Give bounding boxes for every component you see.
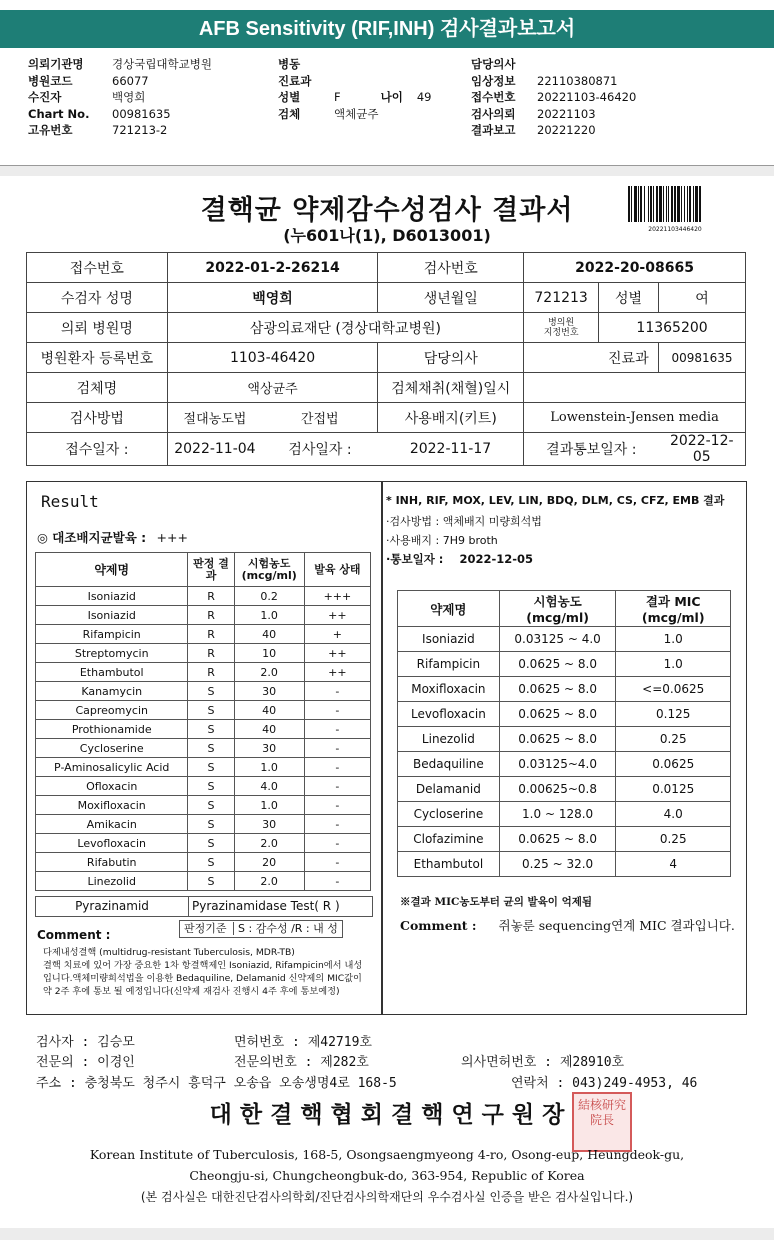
- drug-result: S: [188, 815, 234, 834]
- reception-number: 2022-01-2-26214: [167, 253, 378, 283]
- address: 주소 : 충청북도 청주시 흥덕구 오송읍 오송생명4로 168-5: [36, 1076, 397, 1091]
- drug-name: Moxifloxacin: [36, 796, 188, 815]
- col-header: 결과 MIC (mcg/ml): [616, 591, 731, 627]
- test-number: 2022-20-08665: [524, 253, 746, 283]
- mic-range: 0.03125 ~ 4.0: [499, 627, 616, 652]
- info-value: 66077: [112, 73, 149, 88]
- gray-band: [0, 166, 774, 176]
- mic-drug-name: Levofloxacin: [398, 702, 500, 727]
- method-2: 간접법: [262, 403, 378, 433]
- medium-value: Lowenstein-Jensen media: [524, 403, 746, 433]
- report-banner: AFB Sensitivity (RIF,INH) 검사결과보고서: [0, 10, 774, 48]
- mic-notify: [386, 551, 533, 567]
- info-row: [278, 89, 468, 106]
- drug-growth: -: [304, 834, 370, 853]
- info-row: [28, 56, 278, 73]
- table-row: [36, 758, 371, 777]
- drug-name: Kanamycin: [36, 682, 188, 701]
- table-row: [36, 644, 371, 663]
- info-label: Chart No.: [28, 106, 90, 121]
- table-row: [36, 663, 371, 682]
- official-seal: [572, 1092, 632, 1152]
- result-panel: [26, 481, 383, 1015]
- table-row: [398, 702, 731, 727]
- cell-label: 검체명: [27, 373, 168, 403]
- mic-result: 0.0125: [616, 777, 731, 802]
- col-header: 판정 결과: [188, 553, 234, 587]
- drug-growth: +: [304, 625, 370, 644]
- info-label: 진료과: [278, 73, 312, 88]
- result-heading: Result: [41, 492, 99, 511]
- hosp-code-label-1: 병의원: [548, 317, 575, 328]
- english-address-1: Korean Institute of Tuberculosis, 168-5, Osongsaengmyeong 4-ro, Osong-eup, Heungdeok-gu,: [89, 1147, 685, 1162]
- drug-name: Linezolid: [36, 872, 188, 891]
- mic-result: 1.0: [616, 652, 731, 677]
- mic-drug-name: Isoniazid: [398, 627, 500, 652]
- table-row: [398, 677, 731, 702]
- info-label: 의뢰기관명: [28, 57, 84, 71]
- table-row: [36, 720, 371, 739]
- drug-growth: -: [304, 758, 370, 777]
- mic-result: 1.0: [616, 627, 731, 652]
- mic-table: [397, 590, 731, 877]
- drug-concentration: 30: [234, 682, 304, 701]
- receipt-date: 2022-11-04: [167, 433, 262, 466]
- cell-label: 검사일자 :: [262, 433, 378, 466]
- hospital-code: 11365200: [599, 313, 746, 343]
- table-row: [36, 872, 371, 891]
- mic-range: 0.0625 ~ 8.0: [499, 702, 616, 727]
- drug-name: Prothionamide: [36, 720, 188, 739]
- drug-growth: -: [304, 739, 370, 758]
- mic-header: * INH, RIF, MOX, LEV, LIN, BDQ, DLM, CS, CFZ, EMB 결과: [386, 494, 725, 507]
- mic-result: 0.125: [616, 702, 731, 727]
- legend-value: S : 감수성 /R : 내 성: [233, 922, 338, 935]
- info-row: [28, 89, 278, 106]
- table-row: [398, 827, 731, 852]
- cell-label: 성별: [599, 283, 659, 313]
- mic-result: 0.25: [616, 727, 731, 752]
- drug-table: [35, 552, 371, 891]
- legend-box: [179, 920, 343, 938]
- mic-result: 0.25: [616, 827, 731, 852]
- drug-result: S: [188, 701, 234, 720]
- drug-concentration: 0.2: [234, 587, 304, 606]
- cell-label: 의뢰 병원명: [27, 313, 168, 343]
- drug-concentration: 2.0: [234, 663, 304, 682]
- patient-reg-number: 1103-46420: [167, 343, 378, 373]
- info-row: [471, 89, 751, 106]
- dept-value: 00981635: [659, 343, 746, 373]
- mic-drug-name: Ethambutol: [398, 852, 500, 877]
- table-row: [36, 853, 371, 872]
- drug-name: Levofloxacin: [36, 834, 188, 853]
- info-label: 담당의사: [471, 57, 516, 71]
- mic-notify-label: ·통보일자 :: [386, 552, 444, 566]
- drug-concentration: 20: [234, 853, 304, 872]
- drug-name: Rifampicin: [36, 625, 188, 644]
- col-header: 약제명: [398, 591, 500, 627]
- mic-range: 0.0625 ~ 8.0: [499, 652, 616, 677]
- comment-label: Comment :: [37, 928, 111, 942]
- drug-concentration: 30: [234, 739, 304, 758]
- drug-growth: -: [304, 701, 370, 720]
- mic-drug-name: Delamanid: [398, 777, 500, 802]
- drug-result: R: [188, 587, 234, 606]
- doctor-license: 의사면허번호 : 제28910호: [461, 1055, 625, 1070]
- drug-concentration: 40: [234, 625, 304, 644]
- drug-name: Capreomycin: [36, 701, 188, 720]
- drug-result: S: [188, 872, 234, 891]
- hospital-name: 삼광의료재단 (경상대학교병원): [167, 313, 523, 343]
- table-row: [36, 682, 371, 701]
- mic-range: 0.25 ~ 32.0: [499, 852, 616, 877]
- drug-name: Streptomycin: [36, 644, 188, 663]
- mic-panel: [381, 481, 747, 1015]
- drug-result: R: [188, 644, 234, 663]
- mic-range: 0.0625 ~ 8.0: [499, 677, 616, 702]
- mic-range: 0.03125~4.0: [499, 752, 616, 777]
- info-row: [278, 106, 468, 123]
- seal-text: 結核研究院長: [578, 1098, 627, 1127]
- drug-growth: -: [304, 815, 370, 834]
- sex-value: 여: [659, 283, 746, 313]
- mic-range: 1.0 ~ 128.0: [499, 802, 616, 827]
- table-row: [36, 739, 371, 758]
- info-label: 임상정보: [471, 73, 516, 88]
- info-row: [471, 73, 751, 90]
- table-row: [398, 652, 731, 677]
- info-row: [28, 122, 278, 139]
- table-row: [398, 852, 731, 877]
- drug-concentration: 2.0: [234, 872, 304, 891]
- mic-range: 0.0625 ~ 8.0: [499, 727, 616, 752]
- info-value: 22110380871: [537, 73, 618, 88]
- phone: 연락처 : 043)249-4953, 46: [511, 1076, 698, 1091]
- mic-comment-text: 쥐놓룬 sequencing연계 MIC 결과입니다.: [498, 918, 735, 933]
- info-value: 백영희: [112, 90, 146, 105]
- drug-result: S: [188, 682, 234, 701]
- mic-result: <=0.0625: [616, 677, 731, 702]
- mic-drug-name: Linezolid: [398, 727, 500, 752]
- info-value: 20221103: [537, 106, 596, 121]
- drug-concentration: 10: [234, 644, 304, 663]
- info-label: 병원코드: [28, 73, 73, 88]
- drug-result: S: [188, 796, 234, 815]
- drug-name: Isoniazid: [36, 587, 188, 606]
- comment-line: 다제내성결핵 (multidrug-resistant Tuberculosis, MDR-TB): [43, 947, 295, 958]
- cell-label: 수검자 성명: [27, 283, 168, 313]
- mic-notify-date: 2022-12-05: [459, 552, 533, 566]
- comment-text: [43, 946, 383, 998]
- cell-label: 검사방법: [27, 403, 168, 433]
- drug-name: Isoniazid: [36, 606, 188, 625]
- report-subtitle: (누601나(1), D6013001): [283, 226, 491, 245]
- comment-line: 입니다.액체미량희석법을 이용한 Bedaquiline, Delamanid 신약제의 MIC값이: [43, 973, 362, 984]
- info-label: 접수번호: [471, 90, 516, 105]
- certification-note: (본 검사실은 대한진단검사의학회/진단검사의학재단의 우수검사실 인증을 받은 검사실입니다.): [140, 1190, 634, 1204]
- age-label: 나이: [380, 90, 403, 105]
- table-row: [398, 727, 731, 752]
- drug-result: R: [188, 625, 234, 644]
- mic-comment: [400, 916, 735, 934]
- info-row: [278, 73, 468, 90]
- table-row: [36, 606, 371, 625]
- hosp-code-label: [524, 313, 599, 343]
- mic-note: ※결과 MIC농도부터 균의 발육이 억제됨: [400, 896, 593, 908]
- drug-concentration: 1.0: [234, 606, 304, 625]
- mic-drug-name: Cycloserine: [398, 802, 500, 827]
- drug-growth: -: [304, 872, 370, 891]
- drug-growth: +++: [304, 587, 370, 606]
- control-value: +++: [156, 530, 188, 545]
- pza-name: Pyrazinamid: [75, 899, 149, 913]
- table-row: [36, 701, 371, 720]
- drug-concentration: 1.0: [234, 796, 304, 815]
- drug-concentration: 30: [234, 815, 304, 834]
- comment-line: 약 2주 후에 통보 될 예정입니다(신약제 재검사 진행시 4주 후에 통보예정): [43, 986, 340, 997]
- info-label: 성별: [278, 90, 301, 105]
- examiner-license: 면허번호 : 제42719호: [234, 1035, 372, 1050]
- drug-growth: ++: [304, 606, 370, 625]
- doctor-value: [524, 343, 599, 373]
- table-row: [398, 777, 731, 802]
- birth-date: 721213: [524, 283, 599, 313]
- cell-label: 접수번호: [27, 253, 168, 283]
- notify-date: 2022-12-05: [659, 433, 746, 466]
- info-value: 경상국립대학교병원: [112, 57, 212, 71]
- drug-concentration: 2.0: [234, 834, 304, 853]
- info-label: 고유번호: [28, 123, 73, 138]
- table-row: [36, 587, 371, 606]
- drug-result: S: [188, 777, 234, 796]
- pza-row: [35, 896, 373, 917]
- mic-result: 4: [616, 852, 731, 877]
- drug-result: S: [188, 720, 234, 739]
- pza-divider: [188, 897, 189, 916]
- legend-label: 판정기준: [184, 922, 227, 935]
- drug-concentration: 1.0: [234, 758, 304, 777]
- col-header: 시험농도 (mcg/ml): [234, 553, 304, 587]
- mic-comment-label: Comment :: [400, 918, 477, 933]
- col-header: 약제명: [36, 553, 188, 587]
- info-row: [28, 73, 278, 90]
- drug-concentration: 4.0: [234, 777, 304, 796]
- drug-growth: ++: [304, 663, 370, 682]
- info-row: [278, 56, 468, 73]
- barcode-number: 20221103446420: [648, 226, 702, 233]
- cell-label: 담당의사: [378, 343, 524, 373]
- mic-result: 0.0625: [616, 752, 731, 777]
- organization-name: 대 한 결 핵 협 회 결 핵 연 구 원 장: [209, 1101, 565, 1128]
- control-label: ◎ 대조배지균발육 :: [37, 530, 147, 545]
- table-row: [36, 834, 371, 853]
- info-col2: [278, 56, 468, 122]
- drug-result: S: [188, 853, 234, 872]
- drug-growth: -: [304, 777, 370, 796]
- table-row: [398, 752, 731, 777]
- drug-name: P-Aminosalicylic Acid: [36, 758, 188, 777]
- drug-growth: -: [304, 853, 370, 872]
- info-value: F: [334, 90, 341, 105]
- collect-date: [524, 373, 746, 403]
- mic-drug-name: Moxifloxacin: [398, 677, 500, 702]
- cell-label: 검체채취(채혈)일시: [378, 373, 524, 403]
- bottom-band: [0, 1228, 774, 1240]
- drug-result: S: [188, 739, 234, 758]
- mic-range: 0.0625 ~ 8.0: [499, 827, 616, 852]
- info-value: 00981635: [112, 106, 171, 121]
- specialist-number: 전문의번호 : 제282호: [234, 1055, 369, 1070]
- col-header: 발육 상태: [304, 553, 370, 587]
- hosp-code-label-2: 지정번호: [543, 327, 579, 338]
- drug-result: S: [188, 834, 234, 853]
- drug-name: Cycloserine: [36, 739, 188, 758]
- mic-medium: ·사용배지 : 7H9 broth: [386, 534, 498, 547]
- specimen-name: 액상균주: [167, 373, 378, 403]
- cell-label: 병원환자 등록번호: [27, 343, 168, 373]
- drug-growth: -: [304, 796, 370, 815]
- info-row: [471, 106, 751, 123]
- mic-drug-name: Rifampicin: [398, 652, 500, 677]
- age-value: 49: [416, 90, 432, 105]
- info-col3: [471, 56, 751, 139]
- english-address-2: Cheongju-si, Chungcheongbuk-do, 363-954, Republic of Korea: [189, 1168, 585, 1183]
- drug-name: Ofloxacin: [36, 777, 188, 796]
- drug-result: R: [188, 606, 234, 625]
- cell-label: 접수일자 :: [27, 433, 168, 466]
- mic-range: 0.00625~0.8: [499, 777, 616, 802]
- mic-result: 4.0: [616, 802, 731, 827]
- info-value: 721213-2: [112, 123, 168, 138]
- test-date: 2022-11-17: [378, 433, 524, 466]
- main-info-table: [26, 252, 746, 466]
- info-row: [28, 106, 278, 123]
- drug-growth: -: [304, 682, 370, 701]
- drug-growth: ++: [304, 644, 370, 663]
- col-header: 시험농도 (mcg/ml): [499, 591, 616, 627]
- drug-concentration: 40: [234, 720, 304, 739]
- pza-value: Pyrazinamidase Test( R ): [192, 899, 340, 913]
- cell-label: 생년월일: [378, 283, 524, 313]
- table-row: [36, 625, 371, 644]
- table-row: [36, 777, 371, 796]
- drug-name: Ethambutol: [36, 663, 188, 682]
- mic-drug-name: Bedaquiline: [398, 752, 500, 777]
- info-value: 액체균주: [334, 106, 379, 121]
- cell-label: 진료과: [599, 343, 659, 373]
- info-row: [471, 56, 751, 73]
- info-label: 검체: [278, 106, 301, 121]
- table-row: [36, 796, 371, 815]
- drug-name: Rifabutin: [36, 853, 188, 872]
- info-col1: [28, 56, 278, 139]
- mic-drug-name: Clofazimine: [398, 827, 500, 852]
- table-row: [398, 627, 731, 652]
- info-label: 수진자: [28, 90, 62, 105]
- comment-line: 결핵 치료에 있어 가장 중요한 1차 항결핵제인 Isoniazid, Rifampicin에서 내성: [43, 960, 363, 971]
- examiner: 검사자 : 김승모: [36, 1035, 135, 1050]
- method-1: 절대농도법: [167, 403, 262, 433]
- cell-label: 검사번호: [378, 253, 524, 283]
- info-label: 결과보고: [471, 123, 516, 138]
- mic-method: ·검사방법 : 액체배지 미량희석법: [386, 515, 542, 528]
- specialist: 전문의 : 이경인: [36, 1055, 135, 1070]
- patient-name: 백영희: [167, 283, 378, 313]
- cell-label: 사용배지(키트): [378, 403, 524, 433]
- control-growth: [37, 528, 188, 546]
- info-label: 병동: [278, 57, 301, 71]
- drug-concentration: 40: [234, 701, 304, 720]
- info-value: 20221103-46420: [537, 90, 637, 105]
- cell-label: 결과통보일자 :: [524, 433, 659, 466]
- info-value: 20221220: [537, 123, 596, 138]
- drug-growth: -: [304, 720, 370, 739]
- info-label: 검사의뢰: [471, 106, 516, 121]
- drug-result: S: [188, 758, 234, 777]
- table-row: [398, 802, 731, 827]
- drug-result: R: [188, 663, 234, 682]
- drug-name: Amikacin: [36, 815, 188, 834]
- report-title: 결핵균 약제감수성검사 결과서: [200, 195, 574, 226]
- table-row: [36, 815, 371, 834]
- info-row: [471, 122, 751, 139]
